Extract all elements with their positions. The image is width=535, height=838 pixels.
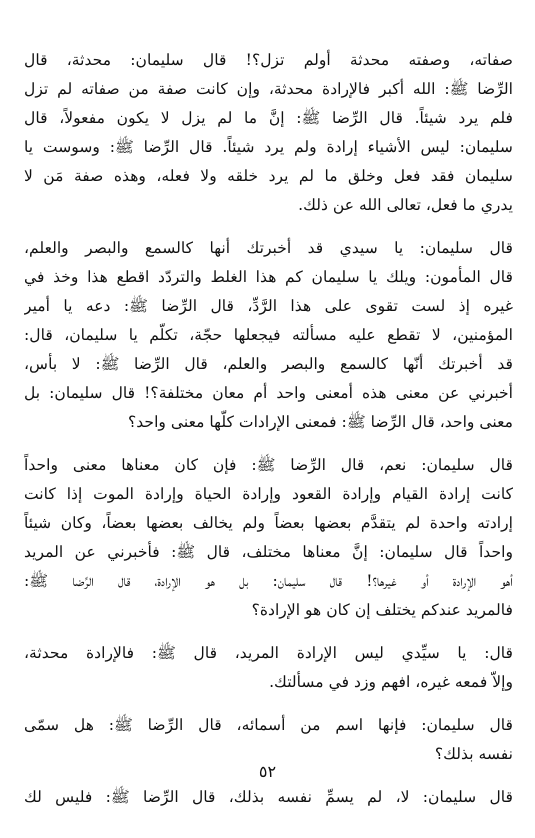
text-line: قال سليمان: يا سيدي قد أخبرتك أنها كالسمع والبصر والعلم، bbox=[24, 239, 513, 257]
text-line: قال سليمان: لا، لم يسمِّ نفسه بذلك، قال الرِّضا ﷺ: فليس لك bbox=[24, 788, 513, 806]
text-line: قال: يا سيِّدي ليس الإرادة المريد، قال ﷺ: فالإرادة محدثة، bbox=[24, 644, 513, 662]
paragraph-1 bbox=[24, 46, 513, 220]
text-line: كانت إرادة القيام وإرادة القعود وإرادة الحياة وإرادة الموت إذا كانت bbox=[24, 485, 513, 503]
text-line: قال المأمون: ويلك يا سليمان كم هذا الغلط والتردّد اقطع هذا وخذ في bbox=[24, 268, 513, 286]
text-line: صفاته، وصفته محدثة أولم تزل؟! قال سليمان: محدثة، قال bbox=[24, 51, 513, 69]
text-line: سليمان: ليس الأشياء إرادة ولم يرد شيئاً. قال الرِّضا ﷺ: وسوست يا bbox=[24, 138, 513, 156]
text-line: فالمريد عندكم يختلف إن كان هو الإرادة؟ bbox=[251, 601, 513, 619]
paragraph-3 bbox=[24, 451, 513, 625]
text-line: نفسه بذلك؟ bbox=[434, 745, 513, 763]
text-line: أهو الإرادة أو غيرها؟! قال سليمان: بل هو الإرادة، قال الرِّضا ﷺ: bbox=[24, 572, 513, 590]
text-line: قال سليمان: فإنها اسم من أسمائه، قال الرِّضا ﷺ: هل سمّى bbox=[24, 716, 513, 734]
text-line: قال سليمان: نعم، قال الرِّضا ﷺ: فإن كان معناها معنى واحداً bbox=[24, 456, 513, 474]
text-line: المؤمنين، لا تقطع عليه مسألته فيجعلها حجّة، تكلّم يا سليمان، قال: bbox=[24, 326, 513, 344]
page-body bbox=[24, 46, 513, 826]
paragraph-5 bbox=[24, 711, 513, 769]
text-line: قد أخبرتك أنّها كالسمع والبصر والعلم، قال الرِّضا ﷺ: لا بأس، bbox=[24, 355, 513, 373]
paragraph-6 bbox=[24, 783, 513, 812]
text-line: سليمان فقد فعل وخلق ما لم يرد خلقه ولا فعله، وهذه صفة مَن لا bbox=[24, 167, 513, 185]
paragraph-4 bbox=[24, 639, 513, 697]
text-line: معنى واحد، قال الرِّضا ﷺ: فمعنى الإرادات كلّها معنى واحد؟ bbox=[127, 413, 513, 431]
text-line: فلم يرد شيئاً. قال الرِّضا ﷺ: إنَّ ما لم يزل لا يكون مفعولاً، قال bbox=[24, 109, 513, 127]
paragraph-2 bbox=[24, 234, 513, 437]
text-line: الرِّضا ﷺ: الله أكبر فالإرادة محدثة، وإن كانت صفة من صفاته لم تزل bbox=[24, 80, 513, 98]
text-line: يدري ما فعل، تعالى الله عن ذلك. bbox=[298, 196, 513, 214]
text-line: غيره إذ لست تقوى على هذا الرَّدِّ، قال الرِّضا ﷺ: دعه يا أمير bbox=[24, 297, 513, 315]
page-number: ٥٢ bbox=[258, 762, 277, 781]
text-line: إرادته واحدة لم يتقدَّم بعضها بعضاً ولم يخالف بعضها بعضاً، وكان شيئاً bbox=[24, 514, 513, 532]
text-line: أخبرني عن معنى هذه أمعنى واحد أم معان مختلفة؟! قال سليمان: بل bbox=[24, 384, 513, 402]
text-line: واحداً قال سليمان: إنَّ معناها مختلف، قال ﷺ: فأخبرني عن المريد bbox=[24, 543, 513, 561]
text-line: وإلاّ فمعه غيره، افهم وزد في مسألتك. bbox=[269, 673, 513, 691]
